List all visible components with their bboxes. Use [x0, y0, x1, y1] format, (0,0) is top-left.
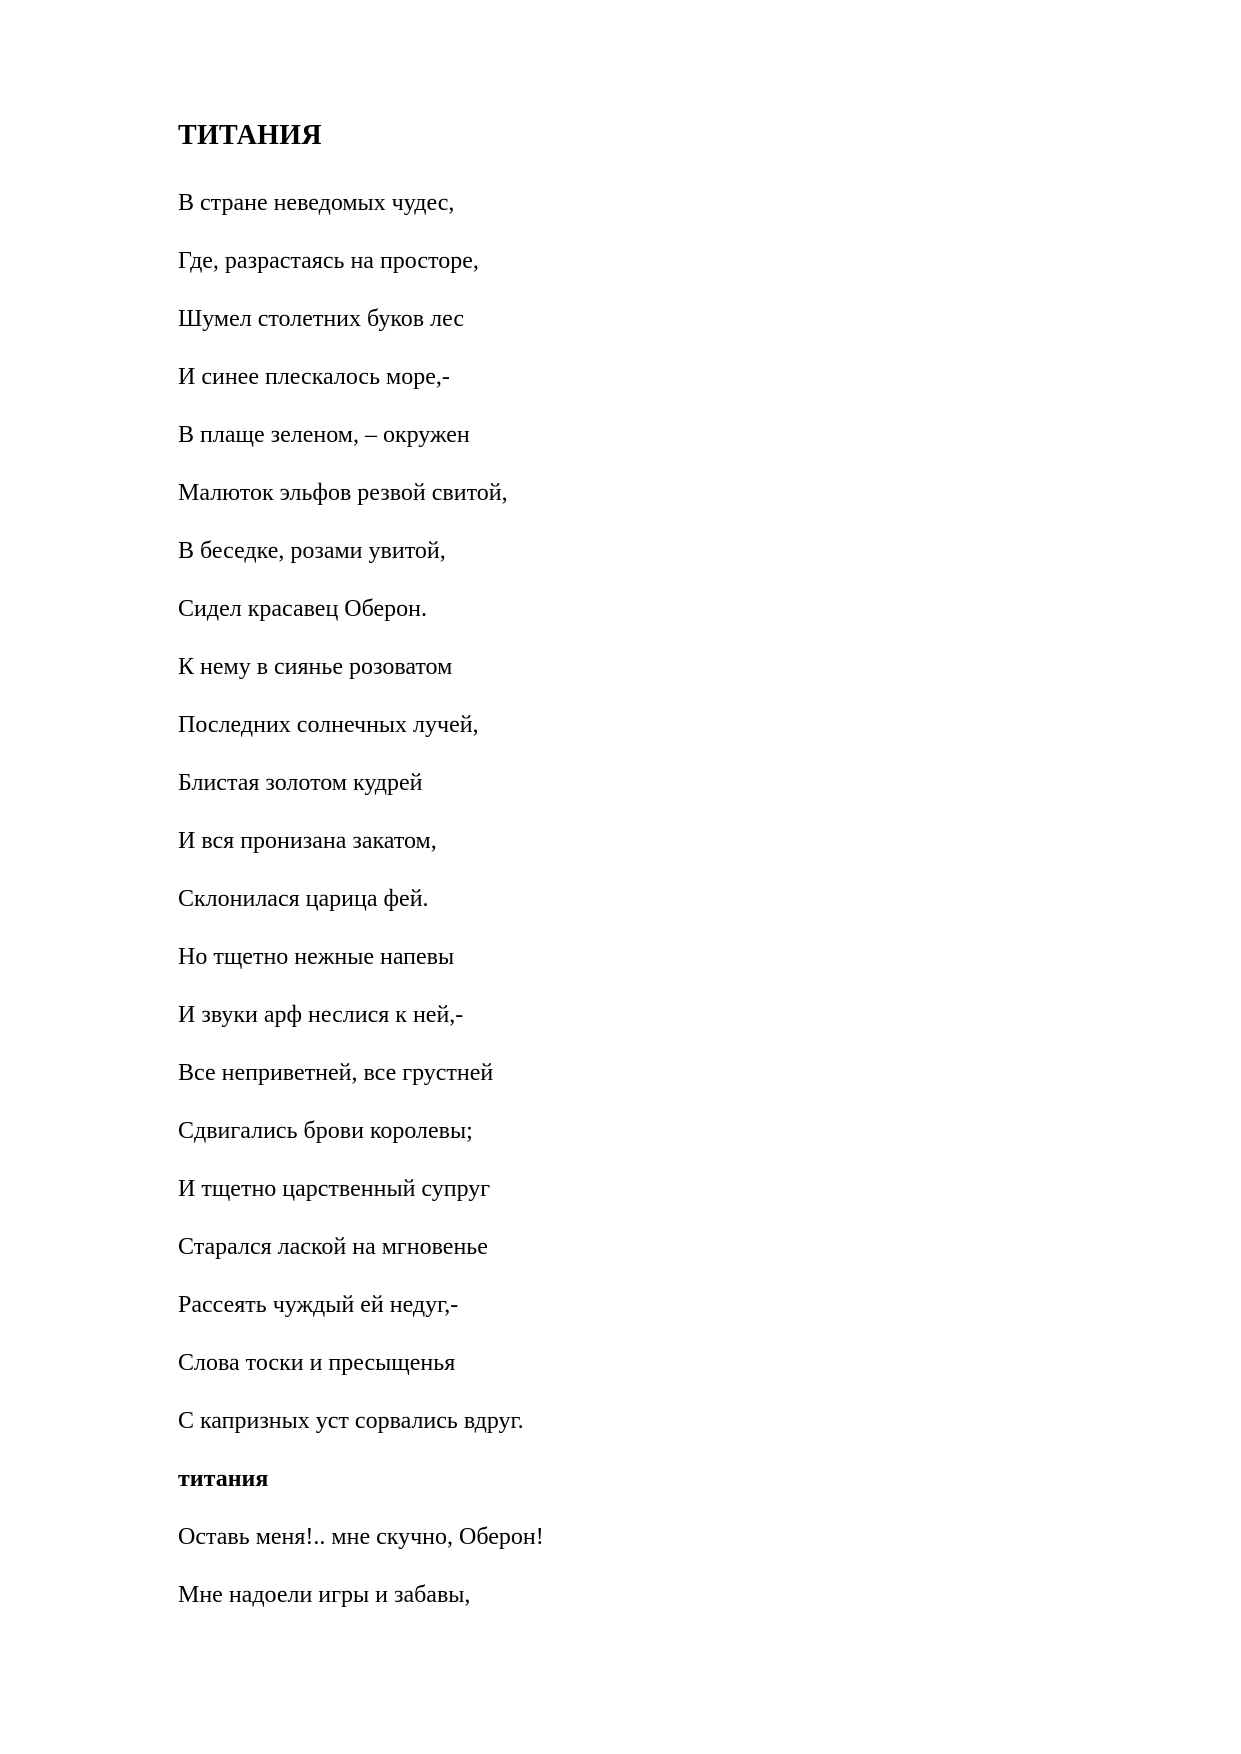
poem-line: Склонилася царица фей. [178, 886, 429, 912]
poem-line: И синее плескалось море,- [178, 364, 450, 390]
poem-line: Слова тоски и пресыщенья [178, 1350, 456, 1376]
poem-line: В стране неведомых чудес, [178, 190, 455, 216]
poem-body [178, 116, 1138, 1624]
poem-line: Сдвигались брови королевы; [178, 1118, 473, 1144]
poem-line: В беседке, розами увитой, [178, 538, 446, 564]
poem-title: ТИТАНИЯ [178, 120, 322, 151]
poem-line: И звуки арф неслися к ней,- [178, 1002, 464, 1028]
poem-line: Малюток эльфов резвой свитой, [178, 480, 508, 506]
poem-line: Все неприветней, все грустней [178, 1060, 494, 1086]
poem-line: Сидел красавец Оберон. [178, 596, 428, 622]
poem-line: Старался лаской на мгновенье [178, 1234, 488, 1260]
poem-line: Последних солнечных лучей, [178, 712, 479, 738]
poem-line: К нему в сиянье розоватом [178, 654, 453, 680]
poem-line: И вся пронизана закатом, [178, 828, 437, 854]
poem-line: Блистая золотом кудрей [178, 770, 423, 796]
poem-line: И тщетно царственный супруг [178, 1176, 491, 1202]
poem-line: Рассеять чуждый ей недуг,- [178, 1292, 459, 1318]
poem-line: С капризных уст сорвались вдруг. [178, 1408, 524, 1434]
speech-stanza [178, 1508, 1138, 1624]
speaker-heading: титания [178, 1466, 269, 1492]
speech-line: Мне надоели игры и забавы, [178, 1582, 471, 1608]
poem-line: Но тщетно нежные напевы [178, 944, 455, 970]
narrative-stanza [178, 174, 1138, 1450]
speech-line: Оставь меня!.. мне скучно, Оберон! [178, 1524, 544, 1550]
poem-line: В плаще зеленом, – окружен [178, 422, 470, 448]
poem-line: Где, разрастаясь на просторе, [178, 248, 479, 274]
poem-line: Шумел столетних буков лес [178, 306, 464, 332]
